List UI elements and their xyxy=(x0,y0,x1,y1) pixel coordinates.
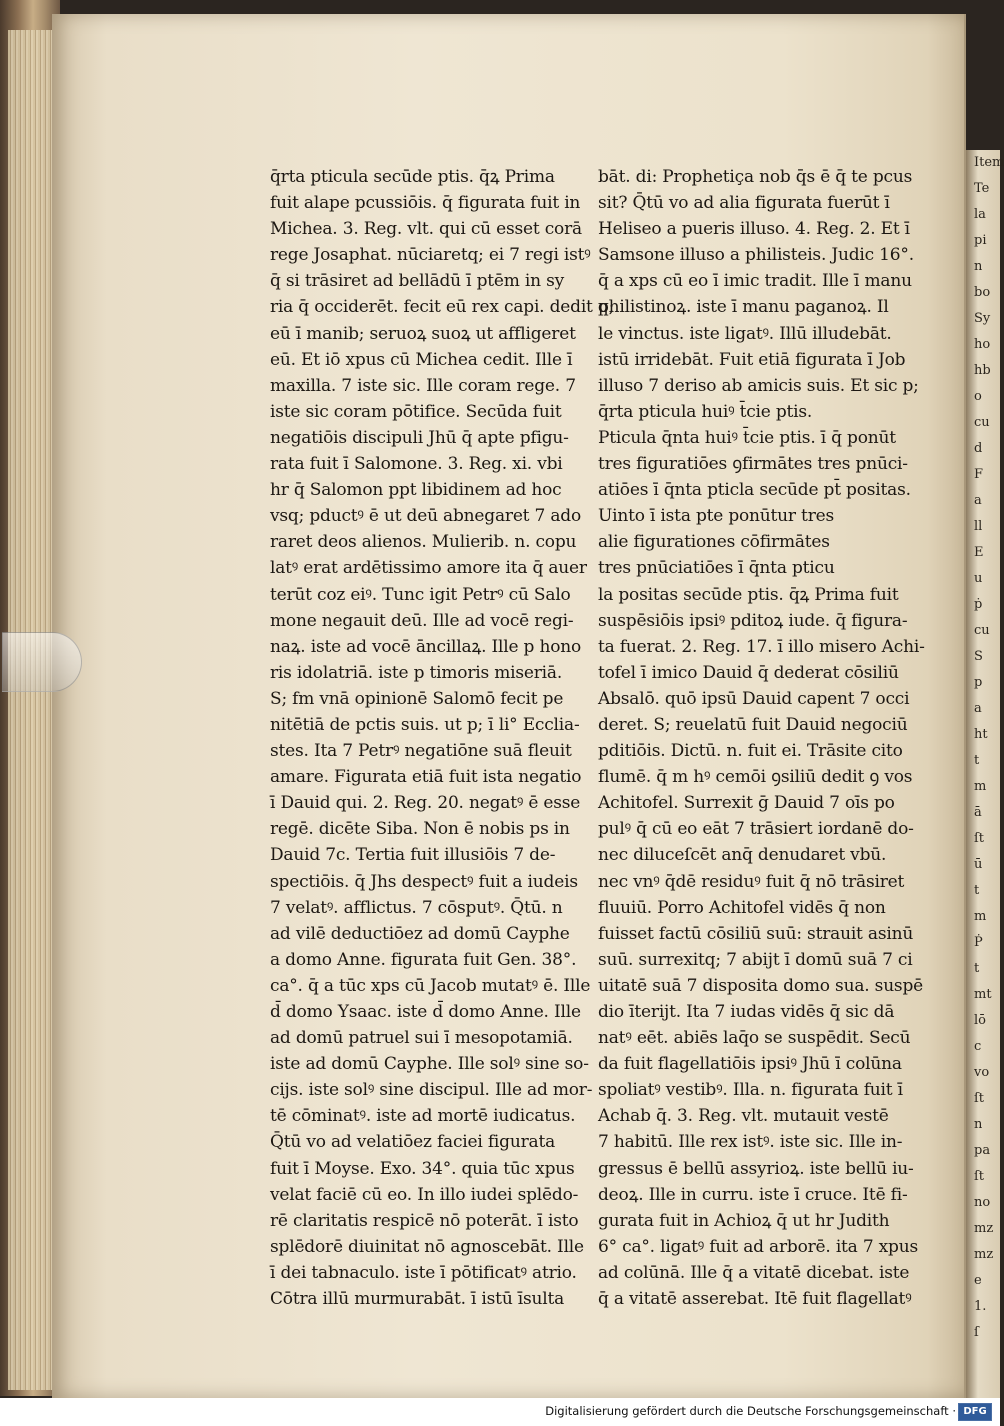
text-line: nitētiā de pctis suis. ut p; ī li° Ecclia- xyxy=(270,714,580,735)
adjacent-page-fragment: ſt xyxy=(974,831,985,846)
adjacent-page-fragment: t xyxy=(974,961,980,976)
text-line: Pticula q̄nta huiꝰ t̄cie ptis. ī q̄ ponūt xyxy=(598,427,896,448)
text-line: la positas secūde ptis. q̄ꝝ Prima fuit xyxy=(598,584,899,605)
text-line: natꝰ eēt. abiēs laq̄o se suspēdit. Secū xyxy=(598,1028,911,1049)
adjacent-page-fragment: ū xyxy=(974,857,983,872)
adjacent-page-fragment: t xyxy=(974,753,980,768)
text-line: gressus ē bellū assyrioꝝ. iste bellū iu- xyxy=(598,1158,914,1179)
adjacent-page-fragment: ll xyxy=(974,519,983,534)
adjacent-page-fragment: vo xyxy=(974,1065,990,1080)
adjacent-page-fragment: S xyxy=(974,649,983,664)
text-line: Uinto ī ista pte ponūtur tres xyxy=(598,506,835,527)
adjacent-page-fragment: t xyxy=(974,883,980,898)
text-line: le vinctus. iste ligatꝰ. Illū illudebāt. xyxy=(598,323,892,344)
adjacent-page-fragment: ſt xyxy=(974,1169,985,1184)
text-line: amare. Figurata etiā fuit ista negatio xyxy=(270,767,582,788)
text-line: Heliseo a pueris illuso. 4. Reg. 2. Et ī xyxy=(598,219,910,240)
text-line: ta fuerat. 2. Reg. 17. ī illo misero Achi- xyxy=(598,636,925,657)
text-line: iste ad domū Cayphe. Ille solꝰ sine so- xyxy=(270,1054,589,1075)
text-line: raret deos alienos. Mulierib. n. copu xyxy=(270,532,577,553)
adjacent-page-fragment: pa xyxy=(974,1143,991,1158)
text-line: velat faciē cū eo. In illo iudei splēdo- xyxy=(270,1184,579,1205)
adjacent-page-fragment: n xyxy=(974,1117,983,1132)
text-line: ad colūnā. Ille q̄ a vitatē dicebat. iste xyxy=(598,1262,910,1283)
adjacent-page-fragment: mz xyxy=(974,1247,994,1262)
text-line: ad domū patruel sui ī mesopotamiā. xyxy=(270,1028,573,1049)
text-line: ī dei tabnaculo. iste ī pōtificatꝰ atrio. xyxy=(270,1262,577,1283)
adjacent-page-fragment: m xyxy=(974,779,987,794)
text-line: tres pnūciatiōes ī q̄nta pticu xyxy=(598,558,835,579)
adjacent-page-fragment: cu xyxy=(974,623,990,638)
text-line: Cōtra illū murmurabāt. ī istū īsulta xyxy=(270,1289,565,1310)
adjacent-page-fragment: Ṗ xyxy=(974,935,983,950)
text-line: iste sic coram pōtifice. Secūda fuit xyxy=(270,401,562,422)
text-line: rege Josaphat. nūciaretq; ei 7 regi istꝰ xyxy=(270,245,591,266)
text-line: q̄ a xps cū eo ī imic tradit. Ille ī manu xyxy=(598,271,912,292)
text-line: illuso 7 deriso ab amicis suis. Et sic p; xyxy=(598,375,919,396)
text-line: 7 velatꝰ. afflictus. 7 cōsputꝰ. Q̄tū. n xyxy=(270,897,563,918)
adjacent-page-fragment: mz xyxy=(974,1221,994,1236)
adjacent-page-fragment: lō xyxy=(974,1013,986,1028)
plastic-page-clip xyxy=(2,632,82,692)
adjacent-page-fragment: F xyxy=(974,467,984,482)
text-line: stes. Ita 7 Petrꝰ negatiōne suā fleuit xyxy=(270,741,572,762)
text-line: nec vnꝰ q̄dē residuꝰ fuit q̄ nō trāsiret xyxy=(598,871,905,892)
text-line: spoliatꝰ vestibꝰ. Illa. n. figurata fuit ī xyxy=(598,1080,903,1101)
text-line: 7 habitū. Ille rex istꝰ. iste sic. Ille in- xyxy=(598,1132,903,1153)
adjacent-page-fragment: E xyxy=(974,545,984,560)
adjacent-page-fragment: e xyxy=(974,1273,982,1288)
book-binding xyxy=(0,0,60,1396)
text-line: negatiōis discipuli Jhū q̄ apte pfigu- xyxy=(270,427,569,448)
text-line: cijs. iste solꝰ sine discipul. Ille ad mor- xyxy=(270,1080,593,1101)
text-line: rē claritatis respicē nō poterāt. ī isto xyxy=(270,1210,579,1231)
text-line: naꝝ. iste ad vocē āncillaꝝ. Ille p hono xyxy=(270,636,582,657)
text-line: tē cōminatꝰ. iste ad mortē iudicatus. xyxy=(270,1106,576,1127)
text-line: S; fm vnā opinionē Salomō fecit pe xyxy=(270,688,564,709)
adjacent-page-fragment: cu xyxy=(974,415,990,430)
adjacent-page-fragment: p xyxy=(974,675,983,690)
text-line: vsq; pductꝰ ē ut deū abnegaret 7 ado xyxy=(270,506,581,527)
text-line: latꝰ erat ardētissimo amore ita q̄ auer xyxy=(270,558,587,579)
text-line: regē. dicēte Siba. Non ē nobis ps in xyxy=(270,819,570,840)
text-line: gurata fuit in Achioꝝ q̄ ut hr Judith xyxy=(598,1210,890,1231)
adjacent-page-strip xyxy=(966,150,1004,1400)
text-line: deoꝝ. Ille in curru. iste ī cruce. Itē fi- xyxy=(598,1184,908,1205)
adjacent-page-fragment: ā xyxy=(974,805,982,820)
adjacent-page-fragment: a xyxy=(974,701,982,716)
text-line: ria q̄ occiderēt. fecit eū rex capi. dedit q; xyxy=(270,297,615,318)
text-line: fluuiū. Porro Achitofel vidēs q̄ non xyxy=(598,897,886,918)
adjacent-page-fragment: m xyxy=(974,909,987,924)
text-line: hr q̄ Salomon ppt libidinem ad hoc xyxy=(270,480,562,501)
adjacent-page-fragment: ṗ xyxy=(974,597,983,612)
dfg-logo: DFG xyxy=(958,1403,992,1421)
text-line: bāt. di: Prophetiça nob q̄s ē q̄ te pcus xyxy=(598,167,913,187)
text-line: fuit alape pcussiōis. q̄ figurata fuit in xyxy=(270,193,581,214)
page-edges xyxy=(8,30,54,1390)
adjacent-page-fragment: d xyxy=(974,441,983,456)
text-line: pditiōis. Dictū. n. fuit ei. Trāsite cito xyxy=(598,741,903,762)
adjacent-page-fragment: bo xyxy=(974,285,991,300)
adjacent-page-fragment: ho xyxy=(974,337,991,352)
text-line: fuit ī Moyse. Exo. 34°. quia tūc xpus xyxy=(270,1158,575,1179)
text-line: alie figurationes cōfirmātes xyxy=(598,532,830,553)
text-line: q̄rta pticula huiꝰ t̄cie ptis. xyxy=(598,401,813,422)
text-line: atiōes ī q̄nta pticla secūde pt̄ positas. xyxy=(598,480,911,501)
text-line: q̄rta pticula secūde ptis. q̄ꝝ Prima xyxy=(270,167,555,187)
adjacent-page-fragment: Te xyxy=(974,181,990,196)
text-line: deret. S; reuelatū fuit Dauid negociū xyxy=(598,714,908,735)
adjacent-page-fragment: c xyxy=(974,1039,982,1054)
text-line: philistinoꝝ. iste ī manu paganoꝝ. Il xyxy=(598,297,889,318)
adjacent-page-fragment: ſ xyxy=(974,1325,979,1340)
text-line: Achitofel. Surrexit ḡ Dauid 7 oīs po xyxy=(598,793,895,814)
text-line: nec diluceſcēt anq̄ denudaret vbū. xyxy=(598,845,887,866)
text-line: Michea. 3. Reg. vlt. qui cū esset corā xyxy=(270,219,582,240)
text-line: Dauid 7c. Tertia fuit illusiōis 7 de- xyxy=(270,845,556,866)
text-line: ad vilē deductiōez ad domū Cayphe xyxy=(270,923,570,944)
text-line: ca°. q̄ a tūc xps cū Jacob mutatꝰ ē. Ille xyxy=(270,975,591,996)
text-line: rata fuit ī Salomone. 3. Reg. xi. vbi xyxy=(270,454,563,475)
text-line: a domo Anne. figurata fuit Gen. 38°. xyxy=(270,949,577,970)
text-line: Absalō. quō ipsū Dauid capent 7 occi xyxy=(598,688,910,709)
text-line: ī Dauid qui. 2. Reg. 20. negatꝰ ē esse xyxy=(270,793,581,814)
text-line: q̄ si trāsiret ad bellādū ī ptēm in sy xyxy=(270,271,564,292)
text-line: pulꝰ q̄ cū eo eāt 7 trāsiert iordanē do- xyxy=(598,819,914,840)
text-line: tofel ī imico Dauid q̄ dederat cōsiliū xyxy=(598,662,899,683)
text-line: mone negauit deū. Ille ad vocē regi- xyxy=(270,610,574,631)
text-line: suspēsiōis ipsiꝰ pditoꝝ iude. q̄ figura- xyxy=(598,610,908,631)
text-line: eū ī manib; seruoꝝ suoꝝ ut affligeret xyxy=(270,323,576,344)
text-line: ris idolatriā. iste p timoris miseriā. xyxy=(270,662,563,683)
adjacent-page-fragment: ſt xyxy=(974,1091,985,1106)
adjacent-page-fragment: Sy xyxy=(974,311,991,326)
funding-credit: Digitalisierung gefördert durch die Deutsche Forschungsgemeinschaft · xyxy=(545,1404,956,1418)
text-line: da fuit flagellatiōis ipsiꝰ Jhū ī colūna xyxy=(598,1054,902,1075)
adjacent-page-fragment: mt xyxy=(974,987,992,1002)
adjacent-page-fragment: n xyxy=(974,259,983,274)
text-line: fuisset factū cōsiliū suū: strauit asinū xyxy=(598,923,914,944)
text-line: flumē. q̄ m hꝰ cemōi ꝯsiliū dedit ꝯ vos xyxy=(598,767,913,788)
adjacent-page-fragment: la xyxy=(974,207,986,222)
adjacent-page-fragment: o xyxy=(974,389,982,404)
text-line: Samsone illuso a philisteis. Judic 16°. xyxy=(598,245,914,266)
text-line: tres figuratiōes ꝯfirmātes tres pnūci- xyxy=(598,454,908,475)
text-line: istū irridebāt. Fuit etiā figurata ī Job xyxy=(598,349,906,370)
adjacent-page-fragment: pi xyxy=(974,233,987,248)
digitization-footer xyxy=(0,1398,1000,1426)
text-line: Achab q̄. 3. Reg. vlt. mutauit vestē xyxy=(598,1106,889,1127)
adjacent-page-fragment: hb xyxy=(974,363,991,378)
adjacent-page-fragment: u xyxy=(974,571,983,586)
adjacent-page-fragment: Item xyxy=(974,155,1004,170)
adjacent-page-fragment: a xyxy=(974,493,982,508)
text-line: 6° ca°. ligatꝰ fuit ad arborē. ita 7 xpus xyxy=(598,1236,918,1257)
text-line: dio īterijt. Ita 7 iudas vidēs q̄ sic dā xyxy=(598,1002,895,1022)
text-column-right xyxy=(598,164,925,1312)
text-line: Q̄tū vo ad velatiōez faciei figurata xyxy=(270,1132,556,1153)
text-line: uitatē suā 7 disposita domo sua. suspē xyxy=(598,975,924,996)
adjacent-page-fragment: 1. xyxy=(974,1299,987,1314)
text-line: eū. Et iō xpus cū Michea cedit. Ille ī xyxy=(270,349,573,370)
adjacent-page-fragment: no xyxy=(974,1195,991,1210)
text-line: sit? Q̄tū vo ad alia figurata fuerūt ī xyxy=(598,193,890,214)
text-line: splēdorē diuinitat nō agnoscebāt. Ille xyxy=(270,1236,584,1257)
adjacent-page-fragment: ht xyxy=(974,727,988,742)
text-line: spectiōis. q̄ Jhs despectꝰ fuit a iudeis xyxy=(270,871,578,892)
text-line: terūt coz eiꝰ. Tunc igit Petrꝰ cū Salo xyxy=(270,584,571,605)
text-column-left xyxy=(270,164,615,1312)
text-line: d̄ domo Ysaac. iste d̄ domo Anne. Ille xyxy=(270,1002,581,1022)
text-line: maxilla. 7 iste sic. Ille coram rege. 7 xyxy=(270,375,576,396)
text-line: suū. surrexitq; 7 abijt ī domū suā 7 ci xyxy=(598,949,913,970)
text-line: q̄ a vitatē asserebat. Itē fuit flagellatꝰ xyxy=(598,1289,912,1310)
